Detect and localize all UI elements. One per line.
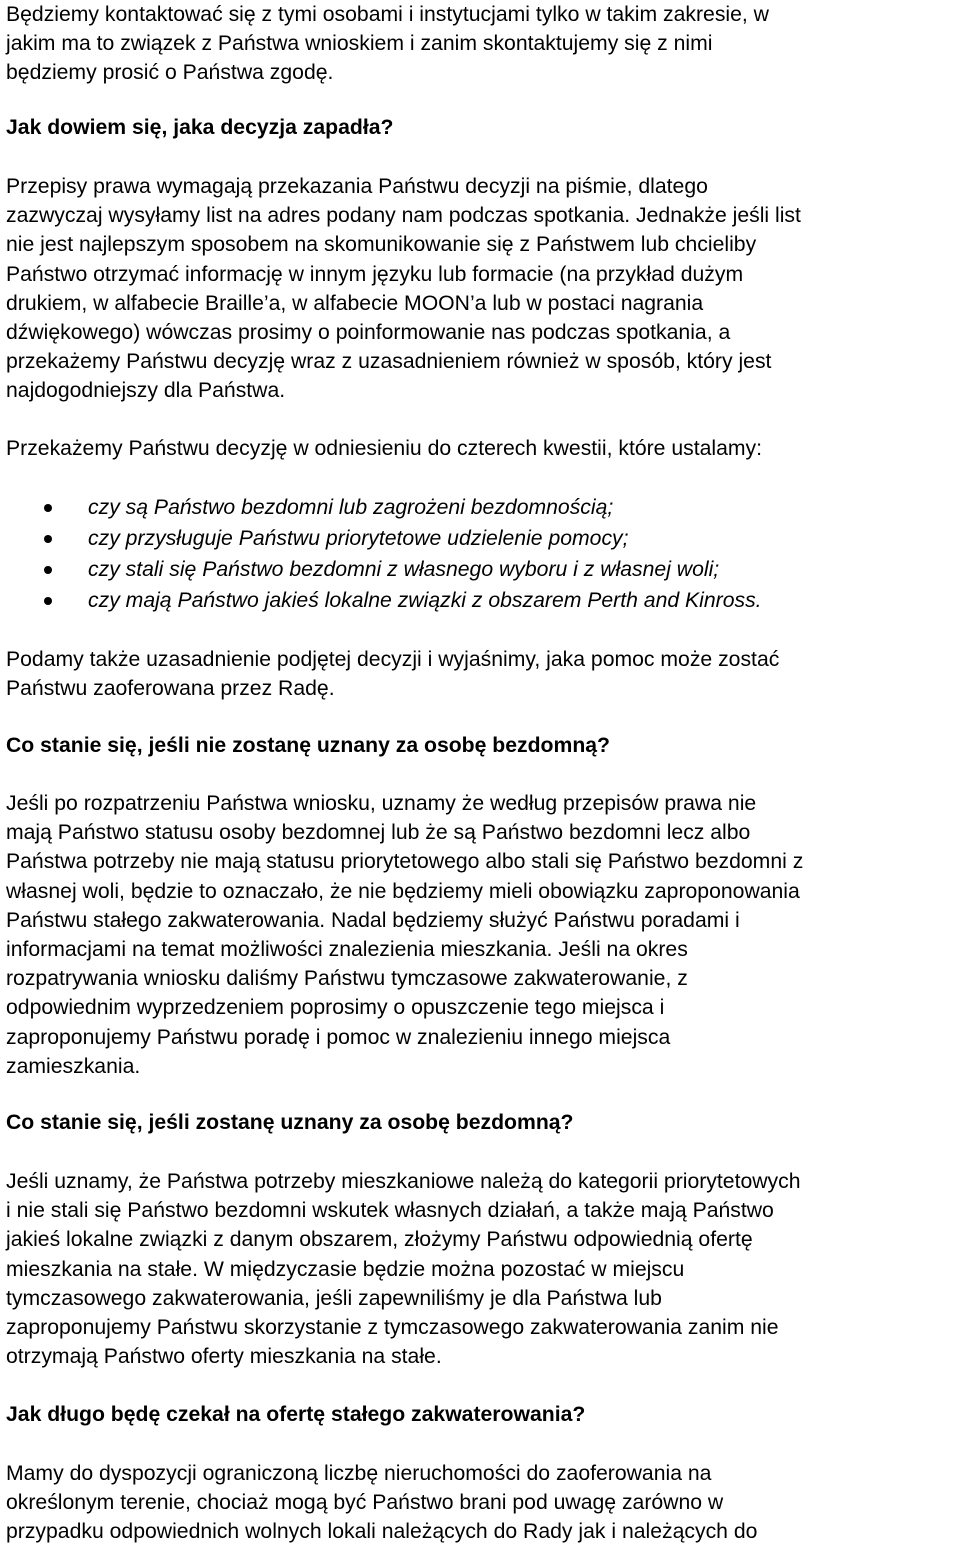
text-line: tymczasowego zakwaterowania, jeśli zapewniliśmy je dla Państwa lub <box>6 1286 662 1310</box>
text-line: zazwyczaj wysyłamy list na adres podany nam podczas spotkania. Jednakże jeśli list <box>6 204 801 228</box>
decision-criteria-list <box>0 492 960 616</box>
list-item <box>0 523 960 554</box>
justification-paragraph <box>6 645 958 703</box>
four-questions-intro: Przekażemy Państwu decyzję w odniesieniu do czterech kwestii, które ustalamy: <box>6 437 763 460</box>
text-line: Będziemy kontaktować się z tymi osobami i instytucjami tylko w takim zakresie, w <box>6 3 769 26</box>
text-line: mieszkania na stałe. W międzyczasie będzie można pozostać w miejscu <box>6 1257 685 1281</box>
text-line: Podamy także uzasadnienie podjętej decyzji i wyjaśnimy, jaka pomoc może zostać <box>6 648 780 671</box>
list-item <box>0 554 960 585</box>
bullet-icon <box>44 597 52 605</box>
text-line: drukiem, w alfabecie Braille’a, w alfabecie MOON’a lub w postaci nagrania <box>6 291 704 315</box>
text-line: Przepisy prawa wymagają przekazania Państwu decyzji na piśmie, dlatego <box>6 175 708 198</box>
text-line: jakim ma to związek z Państwa wnioskiem i zanim skontaktujemy się z nimi <box>6 32 713 56</box>
not-homeless-paragraph <box>6 789 958 1081</box>
text-line: rozpatrywania wniosku daliśmy Państwu tymczasowe zakwaterowanie, z <box>6 967 688 991</box>
text-line: i nie stali się Państwo bezdomni wskutek własnych działań, a także mają Państwo <box>6 1199 774 1223</box>
text-line: nie jest najlepszym sposobem na skomunikowanie się z Państwem lub chcieliby <box>6 233 757 257</box>
intro-paragraph <box>6 0 958 88</box>
text-line: Państwo otrzymać informację w innym języku lub formacie (na przykład dużym <box>6 262 744 286</box>
bullet-icon <box>44 566 52 574</box>
text-line: przekażemy Państwu decyzję wraz z uzasadnieniem również w sposób, który jest <box>6 350 772 374</box>
text-line: jakieś lokalne związki z danym obszarem, złożymy Państwu odpowiednią ofertę <box>6 1228 753 1252</box>
text-line: zaproponujemy Państwu skorzystanie z tymczasowego zakwaterowania zanim nie <box>6 1316 779 1340</box>
section-heading-not-homeless: Co stanie się, jeśli nie zostanę uznany za osobę bezdomną? <box>6 734 610 757</box>
text-line: własnej woli, będzie to oznaczało, że nie będziemy mieli obowiązku zaproponowania <box>6 879 800 903</box>
homeless-paragraph <box>6 1167 958 1371</box>
text-line: mają Państwo statusu osoby bezdomnej lub że są Państwo bezdomni lecz albo <box>6 821 751 845</box>
text-line: Państwu stałego zakwaterowania. Nadal będziemy służyć Państwu poradami i <box>6 908 740 932</box>
list-item-text: czy przysługuje Państwu priorytetowe udzielenie pomocy; <box>88 527 629 550</box>
text-line: Mamy do dyspozycji ograniczoną liczbę nieruchomości do zaoferowania na <box>6 1462 712 1485</box>
wait-paragraph <box>6 1459 958 1547</box>
bullet-icon <box>44 535 52 543</box>
section-heading-wait: Jak długo będę czekał na ofertę stałego zakwaterowania? <box>6 1403 586 1426</box>
list-item-text: czy mają Państwo jakieś lokalne związki z obszarem Perth and Kinross. <box>88 589 762 612</box>
decision-paragraph <box>6 172 958 406</box>
section-heading-homeless: Co stanie się, jeśli zostanę uznany za osobę bezdomną? <box>6 1111 574 1134</box>
bullet-icon <box>44 504 52 512</box>
text-line: zaproponujemy Państwu poradę i pomoc w znalezieniu innego miejsca <box>6 1025 671 1049</box>
text-line: najdogodniejszy dla Państwa. <box>6 379 286 403</box>
text-line: Państwa potrzeby nie mają statusu priorytetowego albo stali się Państwo bezdomni z <box>6 850 804 874</box>
list-item <box>0 492 960 523</box>
text-line: informacjami na temat możliwości znalezienia mieszkania. Jeśli na okres <box>6 938 688 962</box>
text-line: dźwiękowego) wówczas prosimy o poinformowanie nas podczas spotkania, a <box>6 321 731 345</box>
text-line: odpowiednim wyprzedzeniem poprosimy o opuszczenie tego miejsca i <box>6 996 665 1020</box>
text-line: będziemy prosić o Państwa zgodę. <box>6 61 334 85</box>
text-line: Jeśli po rozpatrzeniu Państwa wniosku, uznamy że według przepisów prawa nie <box>6 792 757 815</box>
list-item <box>0 585 960 616</box>
list-item-text: czy są Państwo bezdomni lub zagrożeni bezdomnością; <box>88 496 614 519</box>
text-line: przypadku odpowiednich wolnych lokali należących do Rady jak i należących do <box>6 1520 758 1544</box>
text-line: zamieszkania. <box>6 1054 141 1078</box>
text-line: otrzymają Państwo oferty mieszkania na stałe. <box>6 1345 442 1369</box>
text-line: Państwu zaoferowana przez Radę. <box>6 677 335 701</box>
text-line: Jeśli uznamy, że Państwa potrzeby mieszkaniowe należą do kategorii priorytetowych <box>6 1170 801 1193</box>
text-line: określonym terenie, chociaż mogą być Państwo brani pod uwagę zarówno w <box>6 1491 724 1515</box>
list-item-text: czy stali się Państwo bezdomni z własnego wyboru i z własnej woli; <box>88 558 720 581</box>
section-heading-decision: Jak dowiem się, jaka decyzja zapadła? <box>6 116 394 139</box>
